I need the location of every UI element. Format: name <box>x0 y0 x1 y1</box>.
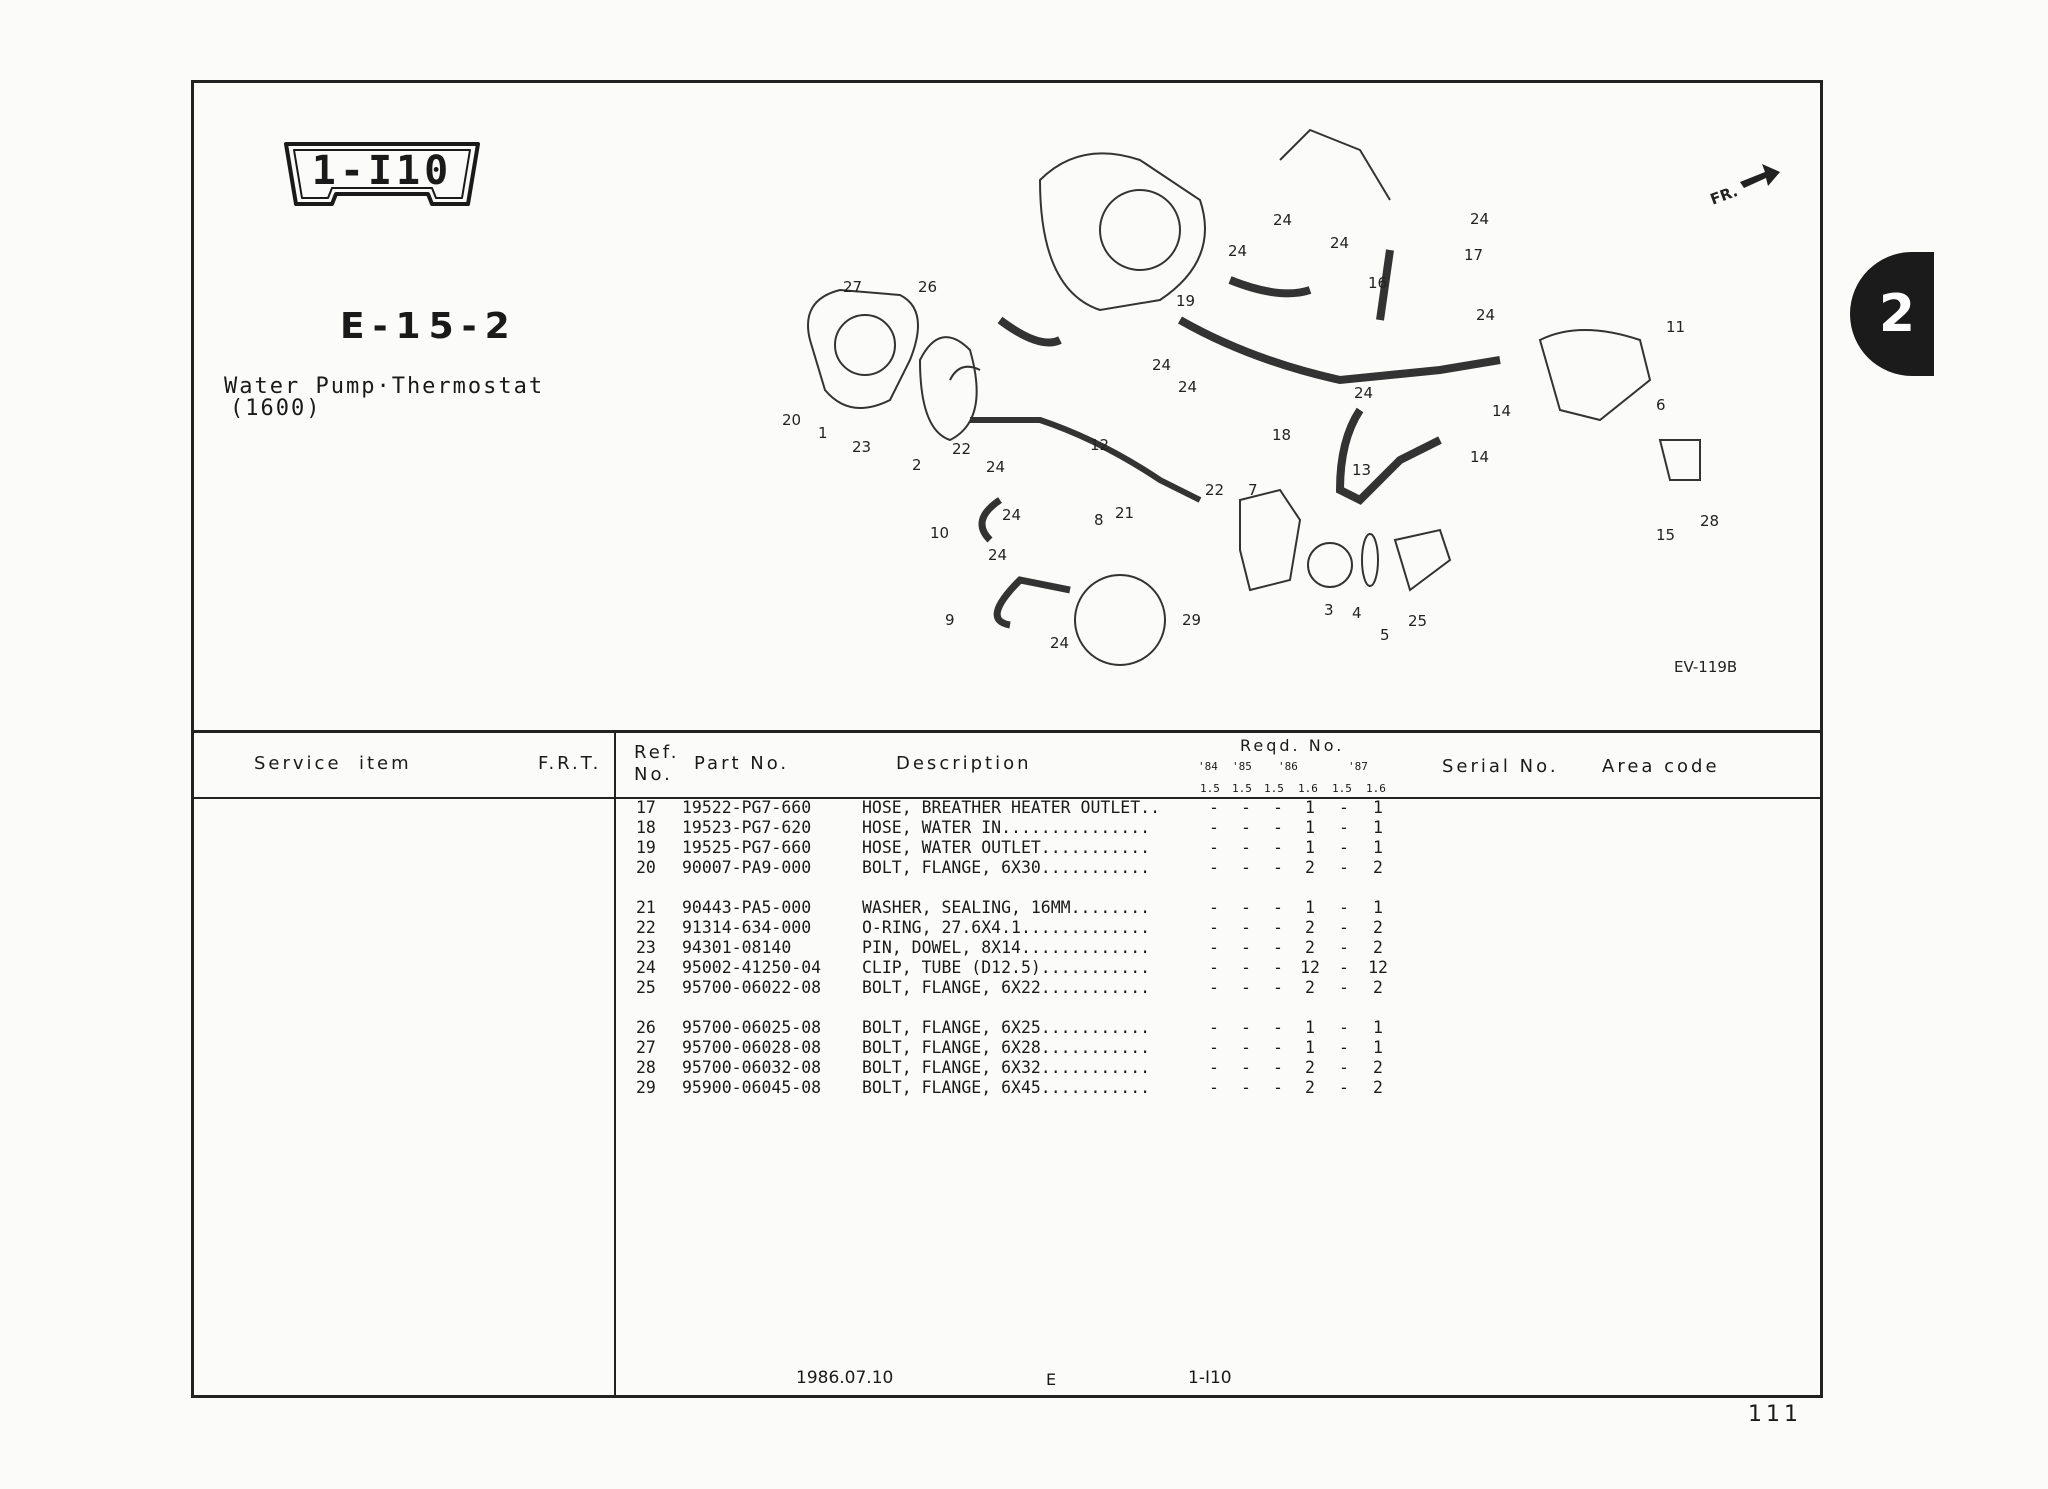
year-87: '87 <box>1348 760 1368 773</box>
ref-number: 27 <box>636 1038 656 1057</box>
part-description: WASHER, SEALING, 16MM........ <box>862 898 1151 917</box>
service-item-header: Service item <box>254 753 412 774</box>
callout-3: 3 <box>1324 601 1334 619</box>
callout-26: 26 <box>918 278 938 296</box>
qty-cell: - <box>1241 1018 1251 1037</box>
hose-18 <box>1180 320 1500 380</box>
callout-24a: 24 <box>986 458 1006 476</box>
qty-cell: 2 <box>1373 858 1383 877</box>
callout-15: 15 <box>1656 526 1676 544</box>
thermostat-cover <box>1395 530 1450 590</box>
part-number: 19523-PG7-620 <box>682 818 812 837</box>
qty-cell: - <box>1209 818 1219 837</box>
qty-cell: 2 <box>1373 918 1383 937</box>
callout-6: 6 <box>1656 396 1666 414</box>
arrow-icon <box>1740 164 1780 188</box>
qty-cell: - <box>1209 898 1219 917</box>
callout-24i: 24 <box>1330 234 1350 252</box>
qty-cell: 12 <box>1300 958 1320 977</box>
callout-28: 28 <box>1700 512 1720 530</box>
ref-number: 23 <box>636 938 656 957</box>
part-number: 95700-06022-08 <box>682 978 822 997</box>
qty-cell: - <box>1339 958 1349 977</box>
thermostat-seal <box>1362 534 1378 586</box>
qty-cell: - <box>1241 938 1251 957</box>
callout-24h: 24 <box>1273 211 1293 229</box>
ref-number: 24 <box>636 958 656 977</box>
qty-cell: - <box>1339 1018 1349 1037</box>
hose-9 <box>997 580 1070 625</box>
page-number: 111 <box>1748 1402 1802 1427</box>
thermostat <box>1308 543 1352 587</box>
part-number: 95700-06025-08 <box>682 1018 822 1037</box>
qty-cell: - <box>1241 858 1251 877</box>
reqd-no-header: Reqd. No. <box>1240 736 1345 755</box>
qty-cell: 2 <box>1373 1058 1383 1077</box>
hose-10 <box>982 500 1000 540</box>
part-description: BOLT, FLANGE, 6X28........... <box>862 1038 1151 1057</box>
callout-16: 16 <box>1368 274 1388 292</box>
qty-cell: - <box>1339 1078 1349 1097</box>
callout-24f: 24 <box>1178 378 1198 396</box>
oil-cooler <box>1075 575 1165 665</box>
hose-16 <box>1230 280 1310 293</box>
ref-number: 29 <box>636 1078 656 1097</box>
exploded-parts-diagram <box>740 120 1790 700</box>
section-tab: 2 <box>1850 252 1934 376</box>
qty-cell: - <box>1339 898 1349 917</box>
callout-24l: 24 <box>1476 306 1496 324</box>
qty-cell: - <box>1273 1018 1283 1037</box>
qty-cell: 2 <box>1305 858 1315 877</box>
qty-cell: 1 <box>1373 798 1383 817</box>
callout-20: 20 <box>782 411 802 429</box>
ref-number: 26 <box>636 1018 656 1037</box>
footer-edition: E <box>1046 1370 1057 1389</box>
qty-cell: 1 <box>1373 838 1383 857</box>
callout-7: 7 <box>1248 481 1258 499</box>
qty-cell: - <box>1339 838 1349 857</box>
direction-label: FR. <box>1707 182 1741 209</box>
qty-cell: - <box>1209 1078 1219 1097</box>
qty-cell: - <box>1209 958 1219 977</box>
footer-date: 1986.07.10 <box>796 1368 894 1388</box>
qty-cell: - <box>1209 858 1219 877</box>
callout-22b: 22 <box>1205 481 1225 499</box>
part-number: 94301-08140 <box>682 938 792 957</box>
callout-10: 10 <box>930 524 950 542</box>
ref-header-line2: No. <box>634 764 673 785</box>
callout-17: 17 <box>1464 246 1484 264</box>
part-description: BOLT, FLANGE, 6X25........... <box>862 1018 1151 1037</box>
page-subtitle: (1600) <box>230 396 322 421</box>
frt-header: F.R.T. <box>538 753 602 774</box>
qty-cell: - <box>1209 978 1219 997</box>
page-code: E-15-2 <box>340 306 518 347</box>
ref-number: 19 <box>636 838 656 857</box>
callout-14b: 14 <box>1470 448 1490 466</box>
qty-cell: - <box>1339 1038 1349 1057</box>
part-description: O-RING, 27.6X4.1............. <box>862 918 1151 937</box>
breather-pipe <box>1280 130 1390 200</box>
part-description: CLIP, TUBE (D12.5)........... <box>862 958 1151 977</box>
callout-27: 27 <box>843 278 863 296</box>
callout-9: 9 <box>945 611 955 629</box>
serial-no-header: Serial No. <box>1442 756 1559 777</box>
qty-cell: - <box>1273 858 1283 877</box>
footer-group: 1-I10 <box>1188 1368 1232 1388</box>
qty-cell: 1 <box>1373 898 1383 917</box>
qty-cell: - <box>1339 918 1349 937</box>
callout-22a: 22 <box>952 440 972 458</box>
qty-cell: - <box>1209 798 1219 817</box>
qty-cell: - <box>1209 1018 1219 1037</box>
qty-cell: 2 <box>1305 1058 1315 1077</box>
callout-24e: 24 <box>1152 356 1172 374</box>
qty-cell: - <box>1209 918 1219 937</box>
part-description: HOSE, WATER OUTLET........... <box>862 838 1151 857</box>
qty-cell: - <box>1273 1038 1283 1057</box>
qty-cell: 1 <box>1305 798 1315 817</box>
qty-cell: 1 <box>1373 1018 1383 1037</box>
qty-cell: 1 <box>1373 1038 1383 1057</box>
callout-29: 29 <box>1182 611 1202 629</box>
qty-cell: - <box>1273 978 1283 997</box>
part-number: 19522-PG7-660 <box>682 798 812 817</box>
callout-11: 11 <box>1666 318 1686 336</box>
qty-cell: - <box>1273 818 1283 837</box>
ref-number: 28 <box>636 1058 656 1077</box>
qty-cell: - <box>1209 838 1219 857</box>
qty-cell: - <box>1241 798 1251 817</box>
qty-cell: - <box>1339 818 1349 837</box>
callout-14a: 14 <box>1492 402 1512 420</box>
group-code-text: 1-I10 <box>311 148 453 194</box>
qty-cell: 1 <box>1305 1038 1315 1057</box>
disp-1: 1.5 <box>1200 782 1220 795</box>
callout-13: 13 <box>1352 461 1372 479</box>
qty-cell: - <box>1241 1058 1251 1077</box>
callout-24c: 24 <box>988 546 1008 564</box>
qty-cell: - <box>1273 1058 1283 1077</box>
callout-2: 2 <box>912 456 922 474</box>
qty-cell: - <box>1241 978 1251 997</box>
qty-cell: - <box>1273 898 1283 917</box>
qty-cell: 1 <box>1305 898 1315 917</box>
figure-code: EV-119B <box>1674 658 1738 676</box>
qty-cell: - <box>1273 938 1283 957</box>
part-number: 90443-PA5-000 <box>682 898 812 917</box>
part-description: PIN, DOWEL, 8X14............. <box>862 938 1151 957</box>
qty-cell: - <box>1339 798 1349 817</box>
qty-cell: - <box>1339 1058 1349 1077</box>
qty-cell: 12 <box>1368 958 1388 977</box>
callout-8: 8 <box>1094 511 1104 529</box>
qty-cell: 1 <box>1305 818 1315 837</box>
qty-cell: - <box>1241 818 1251 837</box>
qty-cell: 1 <box>1373 818 1383 837</box>
part-number: 95002-41250-04 <box>682 958 822 977</box>
qty-cell: 2 <box>1305 1078 1315 1097</box>
disp-5: 1.5 <box>1332 782 1352 795</box>
group-code-badge <box>282 140 482 208</box>
qty-cell: - <box>1241 918 1251 937</box>
qty-cell: - <box>1241 838 1251 857</box>
part-number: 95900-06045-08 <box>682 1078 822 1097</box>
qty-cell: - <box>1241 1038 1251 1057</box>
part-description: BOLT, FLANGE, 6X32........... <box>862 1058 1151 1077</box>
year-84: '84 <box>1198 760 1218 773</box>
part-no-header: Part No. <box>694 753 790 774</box>
qty-cell: 1 <box>1305 838 1315 857</box>
qty-cell: - <box>1209 938 1219 957</box>
part-number: 95700-06028-08 <box>682 1038 822 1057</box>
qty-cell: 2 <box>1373 938 1383 957</box>
qty-cell: 2 <box>1305 978 1315 997</box>
part-description: BOLT, FLANGE, 6X22........... <box>862 978 1151 997</box>
callout-24g: 24 <box>1228 242 1248 260</box>
throttle-bore <box>1100 190 1180 270</box>
description-header: Description <box>896 753 1032 774</box>
part-description: BOLT, FLANGE, 6X45........... <box>862 1078 1151 1097</box>
callout-1: 1 <box>818 424 828 442</box>
callout-4: 4 <box>1352 604 1362 622</box>
diagram-table-divider <box>191 730 1823 733</box>
callout-25: 25 <box>1408 612 1428 630</box>
ref-number: 18 <box>636 818 656 837</box>
part-number: 91314-634-000 <box>682 918 812 937</box>
hose-19 <box>1000 320 1060 343</box>
callout-12: 12 <box>1090 436 1110 454</box>
qty-cell: 1 <box>1305 1018 1315 1037</box>
front-direction-arrow <box>1708 164 1780 209</box>
thermostat-housing <box>1240 490 1300 590</box>
part-description: HOSE, WATER IN............... <box>862 818 1151 837</box>
engine-outlet-housing <box>1540 330 1650 420</box>
callout-24b: 24 <box>1002 506 1022 524</box>
callout-24k: 24 <box>1354 384 1374 402</box>
qty-cell: - <box>1273 918 1283 937</box>
disp-4: 1.6 <box>1298 782 1318 795</box>
ref-number: 20 <box>636 858 656 877</box>
qty-cell: - <box>1241 958 1251 977</box>
qty-cell: - <box>1339 938 1349 957</box>
qty-cell: 2 <box>1305 938 1315 957</box>
hose-13 <box>1340 410 1440 500</box>
ref-number: 25 <box>636 978 656 997</box>
qty-cell: - <box>1339 978 1349 997</box>
water-outlet-6 <box>1660 440 1700 480</box>
ref-number: 21 <box>636 898 656 917</box>
ref-header-line1: Ref. <box>634 742 680 763</box>
callout-21: 21 <box>1115 504 1135 522</box>
disp-3: 1.5 <box>1264 782 1284 795</box>
area-code-header: Area code <box>1602 756 1720 777</box>
qty-cell: - <box>1209 1058 1219 1077</box>
water-pump-body <box>808 290 918 408</box>
part-number: 19525-PG7-660 <box>682 838 812 857</box>
table-column-divider <box>614 730 616 1398</box>
qty-cell: - <box>1273 798 1283 817</box>
qty-cell: - <box>1339 858 1349 877</box>
qty-cell: 2 <box>1373 1078 1383 1097</box>
ref-number: 22 <box>636 918 656 937</box>
callout-19: 19 <box>1176 292 1196 310</box>
callout-23: 23 <box>852 438 872 456</box>
qty-cell: - <box>1273 958 1283 977</box>
page-title: Water Pump·Thermostat <box>224 374 545 399</box>
callout-24d: 24 <box>1050 634 1070 652</box>
qty-cell: - <box>1241 1078 1251 1097</box>
disp-2: 1.5 <box>1232 782 1252 795</box>
callout-18: 18 <box>1272 426 1292 444</box>
qty-cell: - <box>1273 838 1283 857</box>
qty-cell: - <box>1241 898 1251 917</box>
water-pump-impeller <box>835 315 895 375</box>
part-description: BOLT, FLANGE, 6X30........... <box>862 858 1151 877</box>
year-86: '86 <box>1278 760 1298 773</box>
part-description: HOSE, BREATHER HEATER OUTLET.. <box>862 798 1161 817</box>
qty-cell: 2 <box>1305 918 1315 937</box>
qty-cell: 2 <box>1373 978 1383 997</box>
callout-24j: 24 <box>1470 210 1490 228</box>
qty-cell: - <box>1209 1038 1219 1057</box>
pump-gasket <box>920 337 977 440</box>
ref-number: 17 <box>636 798 656 817</box>
part-number: 90007-PA9-000 <box>682 858 812 877</box>
part-number: 95700-06032-08 <box>682 1058 822 1077</box>
qty-cell: - <box>1273 1078 1283 1097</box>
callout-5: 5 <box>1380 626 1390 644</box>
disp-6: 1.6 <box>1366 782 1386 795</box>
year-85: '85 <box>1232 760 1252 773</box>
